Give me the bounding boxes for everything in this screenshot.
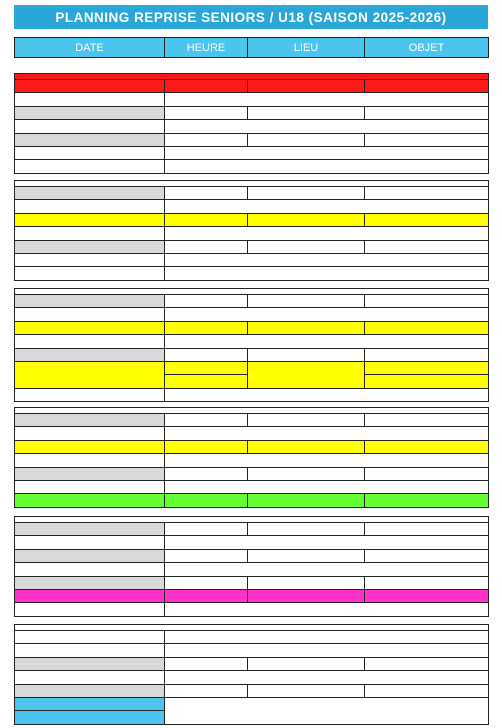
heure-cell [165,348,248,361]
week-table [14,516,489,617]
lieu-cell [248,549,365,562]
date-cell [15,454,165,467]
objet-cell [365,133,489,146]
table-row [15,240,489,253]
table-row [15,644,489,657]
date-cell [15,671,165,684]
table-row [15,93,489,106]
table-row [15,267,489,280]
lieu-cell [248,187,365,200]
header-heure: HEURE [165,38,248,58]
table-row [15,480,489,493]
heure-cell [165,589,248,602]
table-row [15,603,489,616]
table-row [15,253,489,266]
date-cell [15,536,165,549]
table-row [15,133,489,146]
table-row [15,671,489,684]
table-row [15,321,489,334]
date-cell [15,697,165,710]
date-cell [15,253,165,266]
repos-cell [165,335,489,348]
repos-cell [165,146,489,159]
objet-cell [365,523,489,536]
repos-cell [165,536,489,549]
date-cell [15,576,165,589]
table-row [15,227,489,240]
objet-cell [365,375,489,388]
date-cell [15,549,165,562]
table-row [15,563,489,576]
heure-cell [165,187,248,200]
date-cell [15,240,165,253]
date-cell [15,427,165,440]
table-row [15,467,489,480]
table-row [15,200,489,213]
heure-cell [165,213,248,226]
table-row [15,80,489,93]
heure-cell [165,375,248,388]
lieu-cell [248,106,365,119]
heure-cell [165,106,248,119]
repos-cell [165,267,489,280]
date-cell [15,200,165,213]
repos-cell [165,308,489,321]
heure-cell [165,361,248,374]
header-objet: OBJET [365,38,489,58]
date-cell [15,589,165,602]
objet-cell [365,361,489,374]
lieu-cell [248,348,365,361]
lieu-cell [248,589,365,602]
date-cell [15,563,165,576]
date-cell [15,187,165,200]
objet-cell [365,576,489,589]
week-table [14,624,489,725]
date-cell [15,227,165,240]
repos-cell [165,200,489,213]
date-cell [15,213,165,226]
table-row [15,657,489,670]
objet-cell [365,414,489,427]
repos-cell [165,227,489,240]
objet-cell [365,348,489,361]
lieu-cell [248,576,365,589]
table-row [15,697,489,710]
objet-cell [365,295,489,308]
date-cell [15,440,165,453]
objet-cell [365,213,489,226]
date-cell [15,657,165,670]
table-row [15,576,489,589]
lieu-cell [248,133,365,146]
heure-cell [165,494,248,507]
date-cell [15,388,165,401]
table-row [15,335,489,348]
table-row [15,549,489,562]
objet-cell [365,321,489,334]
table-row [15,308,489,321]
repos-cell [165,671,489,684]
lieu-cell [248,440,365,453]
objet-cell [365,106,489,119]
table-row [15,440,489,453]
repos-cell [165,563,489,576]
table-row [15,427,489,440]
lieu-cell [248,494,365,507]
heure-cell [165,240,248,253]
repos-cell [165,603,489,616]
objet-cell [365,187,489,200]
table-row [15,120,489,133]
lieu-cell [248,657,365,670]
date-cell [15,414,165,427]
header-lieu: LIEU [248,38,365,58]
table-row [15,414,489,427]
championship-cell [165,697,489,724]
objet-cell [365,589,489,602]
table-row [15,160,489,173]
date-cell [15,267,165,280]
date-cell [15,160,165,173]
week-table [14,73,489,174]
date-cell [15,467,165,480]
objet-cell [365,440,489,453]
table-row [15,454,489,467]
week-table [14,288,489,402]
date-cell [15,321,165,334]
page-title: PLANNING REPRISE SENIORS / U18 (SAISON 2025-2026) [14,5,488,29]
repos-cell [165,93,489,106]
lieu-cell [248,684,365,697]
heure-cell [165,80,248,93]
date-cell [15,631,165,644]
lieu-cell [248,523,365,536]
date-cell [15,133,165,146]
week-table [14,407,489,508]
date-cell [15,80,165,93]
table-row [15,631,489,644]
table-row [15,348,489,361]
repos-cell [165,644,489,657]
lieu-cell [248,295,365,308]
objet-cell [365,467,489,480]
table-row [15,494,489,507]
lieu-cell [248,414,365,427]
date-cell [15,523,165,536]
objet-cell [365,80,489,93]
heure-cell [165,523,248,536]
date-cell [15,361,165,388]
table-row [15,213,489,226]
heure-cell [165,133,248,146]
table-row [15,536,489,549]
column-header-table [14,37,489,58]
repos-cell [165,631,489,644]
date-cell [15,120,165,133]
heure-cell [165,295,248,308]
lieu-cell [248,80,365,93]
heure-cell [165,657,248,670]
lieu-cell [248,361,365,388]
date-cell [15,711,165,724]
heure-cell [165,576,248,589]
table-row [15,684,489,697]
heure-cell [165,440,248,453]
date-cell [15,494,165,507]
objet-cell [365,684,489,697]
date-cell [15,308,165,321]
date-cell [15,480,165,493]
repos-cell [165,388,489,401]
lieu-cell [248,213,365,226]
objet-cell [365,494,489,507]
date-cell [15,295,165,308]
heure-cell [165,684,248,697]
objet-cell [365,549,489,562]
repos-cell [165,480,489,493]
table-row [15,146,489,159]
table-row [15,589,489,602]
header-date: DATE [15,38,165,58]
week-table [14,180,489,281]
date-cell [15,106,165,119]
repos-cell [165,253,489,266]
date-cell [15,348,165,361]
objet-cell [365,657,489,670]
date-cell [15,603,165,616]
heure-cell [165,467,248,480]
date-cell [15,146,165,159]
repos-cell [165,120,489,133]
table-row [15,523,489,536]
repos-cell [165,160,489,173]
table-row [15,295,489,308]
table-row [15,187,489,200]
table-row [15,388,489,401]
table-row [15,106,489,119]
objet-cell [365,240,489,253]
heure-cell [165,549,248,562]
heure-cell [165,321,248,334]
date-cell [15,93,165,106]
lieu-cell [248,321,365,334]
date-cell [15,684,165,697]
date-cell [15,335,165,348]
heure-cell [165,414,248,427]
lieu-cell [248,240,365,253]
date-cell [15,644,165,657]
repos-cell [165,454,489,467]
repos-cell [165,427,489,440]
lieu-cell [248,467,365,480]
